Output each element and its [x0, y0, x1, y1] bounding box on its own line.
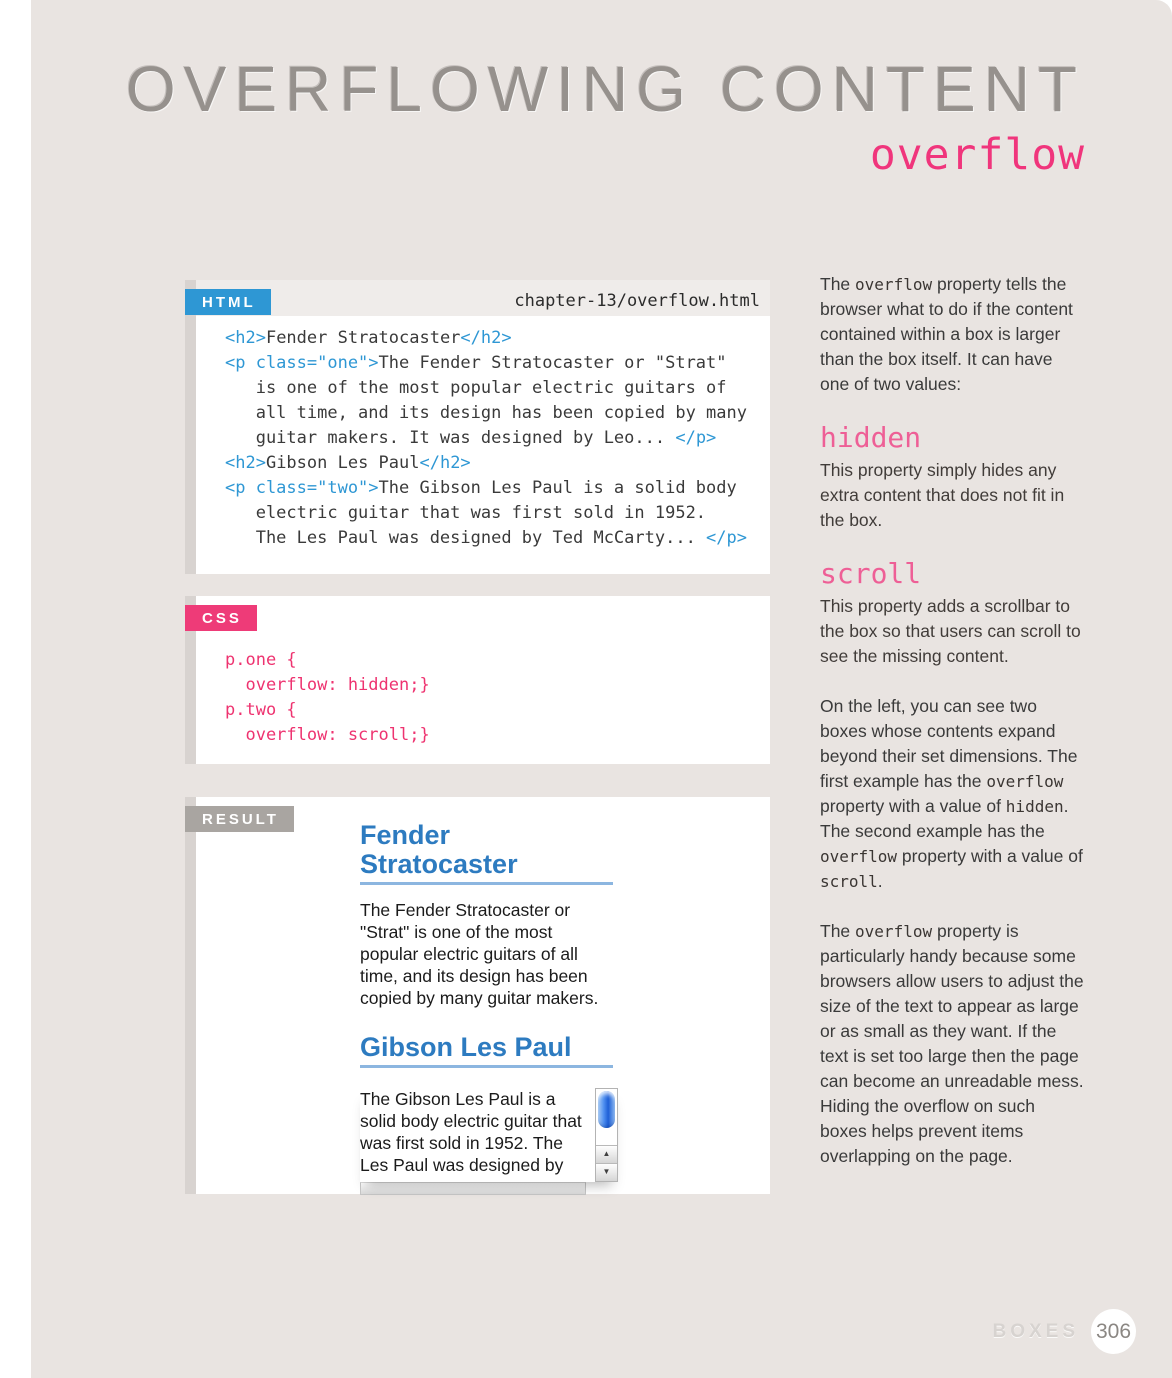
up-arrow-icon: ▲: [602, 1149, 611, 1159]
code-line: <p class="one">The Fender Stratocaster or "Strat": [225, 352, 727, 373]
explanation-sidebar: [820, 272, 1085, 1194]
css-code-panel: [185, 596, 770, 764]
css-code: [196, 596, 770, 748]
horizontal-scrollbar[interactable]: [360, 1182, 586, 1195]
code-line: electric guitar that was first sold in 1952.: [225, 502, 707, 523]
html-code-panel: [185, 280, 770, 574]
code-line: is one of the most popular electric guitars of: [225, 377, 727, 398]
result-heading-gibson: Gibson Les Paul: [360, 1033, 613, 1068]
scroll-up-button[interactable]: [596, 1145, 617, 1163]
book-page: [31, 0, 1172, 1378]
code-line: <p class="two">The Gibson Les Paul is a solid body: [225, 477, 737, 498]
code-line: p.two {: [225, 699, 297, 720]
sidebar-heading-hidden: hidden: [820, 420, 922, 454]
code-line: overflow: scroll;}: [225, 724, 430, 745]
footer-section-label: BOXES: [992, 1320, 1079, 1342]
result-heading-fender: Fender Stratocaster: [360, 821, 613, 885]
preview-inner: [360, 821, 613, 1195]
code-line: <h2>Fender Stratocaster</h2>: [225, 327, 512, 348]
sidebar-paragraph-handy: The overflow property is particularly handy because some browsers allow users to adjust the size of the text to appear as large or as small as they want. If the text is set too large then the page can become an unreadable mess. Hiding the overflow on such boxes helps prevent items overlapping on the page.: [820, 920, 1084, 1166]
scrollbar-thumb[interactable]: [598, 1091, 615, 1128]
page-footer: [992, 1309, 1136, 1354]
vertical-scrollbar[interactable]: [595, 1088, 618, 1182]
sidebar-paragraph-examples: On the left, you can see two boxes whose contents expand beyond their set dimensions. The first example has the overflow property with a value of hidden. The second example has the overflow property with a value of scroll.: [820, 695, 1083, 891]
page-subtitle: overflow: [869, 129, 1085, 180]
code-line: overflow: hidden;}: [225, 674, 430, 695]
result-tab: RESULT: [185, 806, 294, 832]
page-number-badge: 306: [1091, 1309, 1136, 1354]
html-tab: HTML: [185, 289, 271, 315]
html-code: [196, 280, 770, 551]
result-panel: [185, 797, 770, 1194]
code-line: guitar makers. It was designed by Leo... </p>: [225, 427, 717, 448]
code-line: <h2>Gibson Les Paul</h2>: [225, 452, 471, 473]
sidebar-heading-scroll: scroll: [820, 556, 922, 590]
sidebar-paragraph-scroll: This property adds a scrollbar to the box so that users can scroll to see the missing content.: [820, 595, 1081, 666]
result-paragraph-hidden: The Fender Stratocaster or "Strat" is one of the most popular electric guitars of all time, and its design has been copied by many guitar makers.: [360, 899, 599, 1008]
page-content: [31, 273, 1172, 1194]
css-tab: CSS: [185, 605, 257, 631]
code-line: p.one {: [225, 649, 297, 670]
browser-preview: [196, 797, 770, 1195]
sidebar-intro-paragraph: The overflow property tells the browser what to do if the content contained within a box is larger than the box itself. It can have one of two values:: [820, 273, 1073, 394]
examples-column: [185, 280, 770, 1194]
page-header: [31, 0, 1172, 180]
code-line: The Les Paul was designed by Ted McCarty... </p>: [225, 527, 747, 548]
page-margin-strip: [0, 0, 31, 1378]
page-title: OVERFLOWING CONTENT: [125, 53, 1085, 125]
scroll-down-button[interactable]: [596, 1163, 617, 1181]
sidebar-paragraph-hidden: This property simply hides any extra content that does not fit in the box.: [820, 459, 1065, 530]
scroll-box: [360, 1088, 618, 1182]
code-line: all time, and its design has been copied by many: [225, 402, 747, 423]
down-arrow-icon: ▼: [602, 1167, 611, 1177]
code-filename: chapter-13/overflow.html: [514, 290, 760, 311]
result-paragraph-scroll: The Gibson Les Paul is a solid body electric guitar that was first sold in 1952. The Les Paul was designed by: [360, 1088, 582, 1175]
